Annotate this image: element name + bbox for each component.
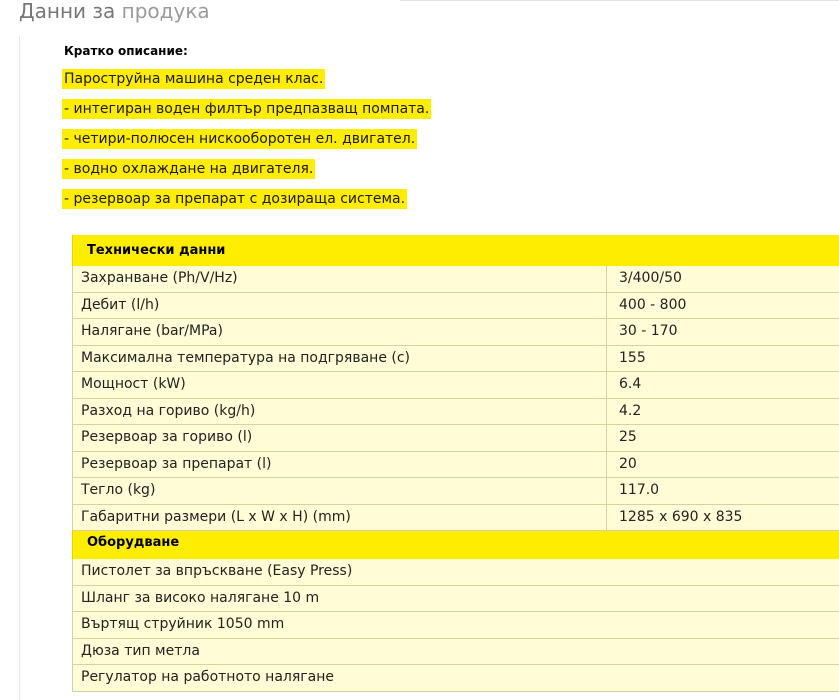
equipment-item: Въртящ струйник 1050 mm — [81, 616, 285, 632]
table-row — [72, 425, 839, 452]
top-divider — [400, 0, 839, 1]
equipment-row — [72, 586, 839, 613]
description-line — [62, 158, 431, 188]
description-line-text: - резервоар за препарат с дозираща система. — [64, 191, 406, 207]
table-row — [72, 319, 839, 346]
description-line — [62, 128, 431, 158]
equipment-item: Пистолет за впръскване (Easy Press) — [81, 563, 353, 579]
table-row — [72, 505, 839, 532]
spec-value: 117.0 — [619, 482, 660, 498]
spec-value: 3/400/50 — [619, 270, 682, 286]
short-description-label: Кратко описание: — [64, 44, 188, 58]
spec-value: 400 - 800 — [619, 296, 687, 313]
description-line-text: - водно охлаждане на двигателя. — [64, 161, 314, 177]
technical-data-header: Технически данни — [72, 235, 839, 266]
spec-label: Разход на гориво (kg/h) — [73, 399, 607, 425]
short-description-list — [62, 68, 431, 218]
spec-label: Габаритни размери (L x W x H) (mm) — [73, 505, 607, 531]
table-row — [72, 399, 839, 426]
description-line-text: - интегиран воден филтър предпазващ помпата. — [64, 101, 430, 117]
spec-label: Тегло (kg) — [73, 478, 607, 504]
spec-label: Дебит (l/h) — [73, 293, 607, 319]
description-line — [62, 98, 431, 128]
equipment-item: Шланг за високо налягане 10 m — [81, 589, 320, 606]
spec-value: 20 — [619, 455, 637, 472]
spec-value: 4.2 — [619, 402, 642, 419]
spec-label: Мощност (kW) — [73, 372, 607, 398]
spec-value: 155 — [619, 349, 646, 366]
specs-table — [72, 235, 839, 692]
spec-label: Резервоар за гориво (l) — [73, 425, 607, 451]
spec-label: Захранване (Ph/V/Hz) — [73, 266, 607, 292]
table-row — [72, 372, 839, 399]
page-title — [19, 0, 210, 25]
table-row — [72, 478, 839, 505]
description-line-text: Пароструйна машина среден клас. — [64, 71, 324, 87]
spec-label: Максимална температура на подгряване (c) — [73, 346, 607, 372]
description-line-text: - четири-полюсен нискооборотен ел. двигател. — [64, 131, 416, 147]
table-row — [72, 266, 839, 293]
equipment-row — [72, 612, 839, 639]
table-row — [72, 452, 839, 479]
spec-value: 6.4 — [619, 376, 642, 392]
spec-label: Налягане (bar/MPa) — [73, 319, 607, 345]
side-divider — [19, 36, 20, 700]
table-row — [72, 346, 839, 373]
table-row — [72, 293, 839, 320]
equipment-header: Оборудване — [72, 531, 839, 559]
spec-label: Резервоар за препарат (l) — [73, 452, 607, 478]
spec-value: 25 — [619, 429, 637, 445]
equipment-row — [72, 639, 839, 666]
equipment-row — [72, 665, 839, 692]
equipment-item: Дюза тип метла — [81, 642, 200, 659]
page-title-main: Данни за — [19, 0, 116, 23]
page-title-suffix: продука — [121, 0, 210, 23]
equipment-row — [72, 559, 839, 586]
spec-value: 1285 x 690 x 835 — [619, 508, 743, 525]
description-line — [62, 188, 431, 218]
equipment-item: Регулатор на работното налягане — [81, 669, 334, 685]
spec-value: 30 - 170 — [619, 323, 678, 339]
description-line — [62, 68, 431, 98]
